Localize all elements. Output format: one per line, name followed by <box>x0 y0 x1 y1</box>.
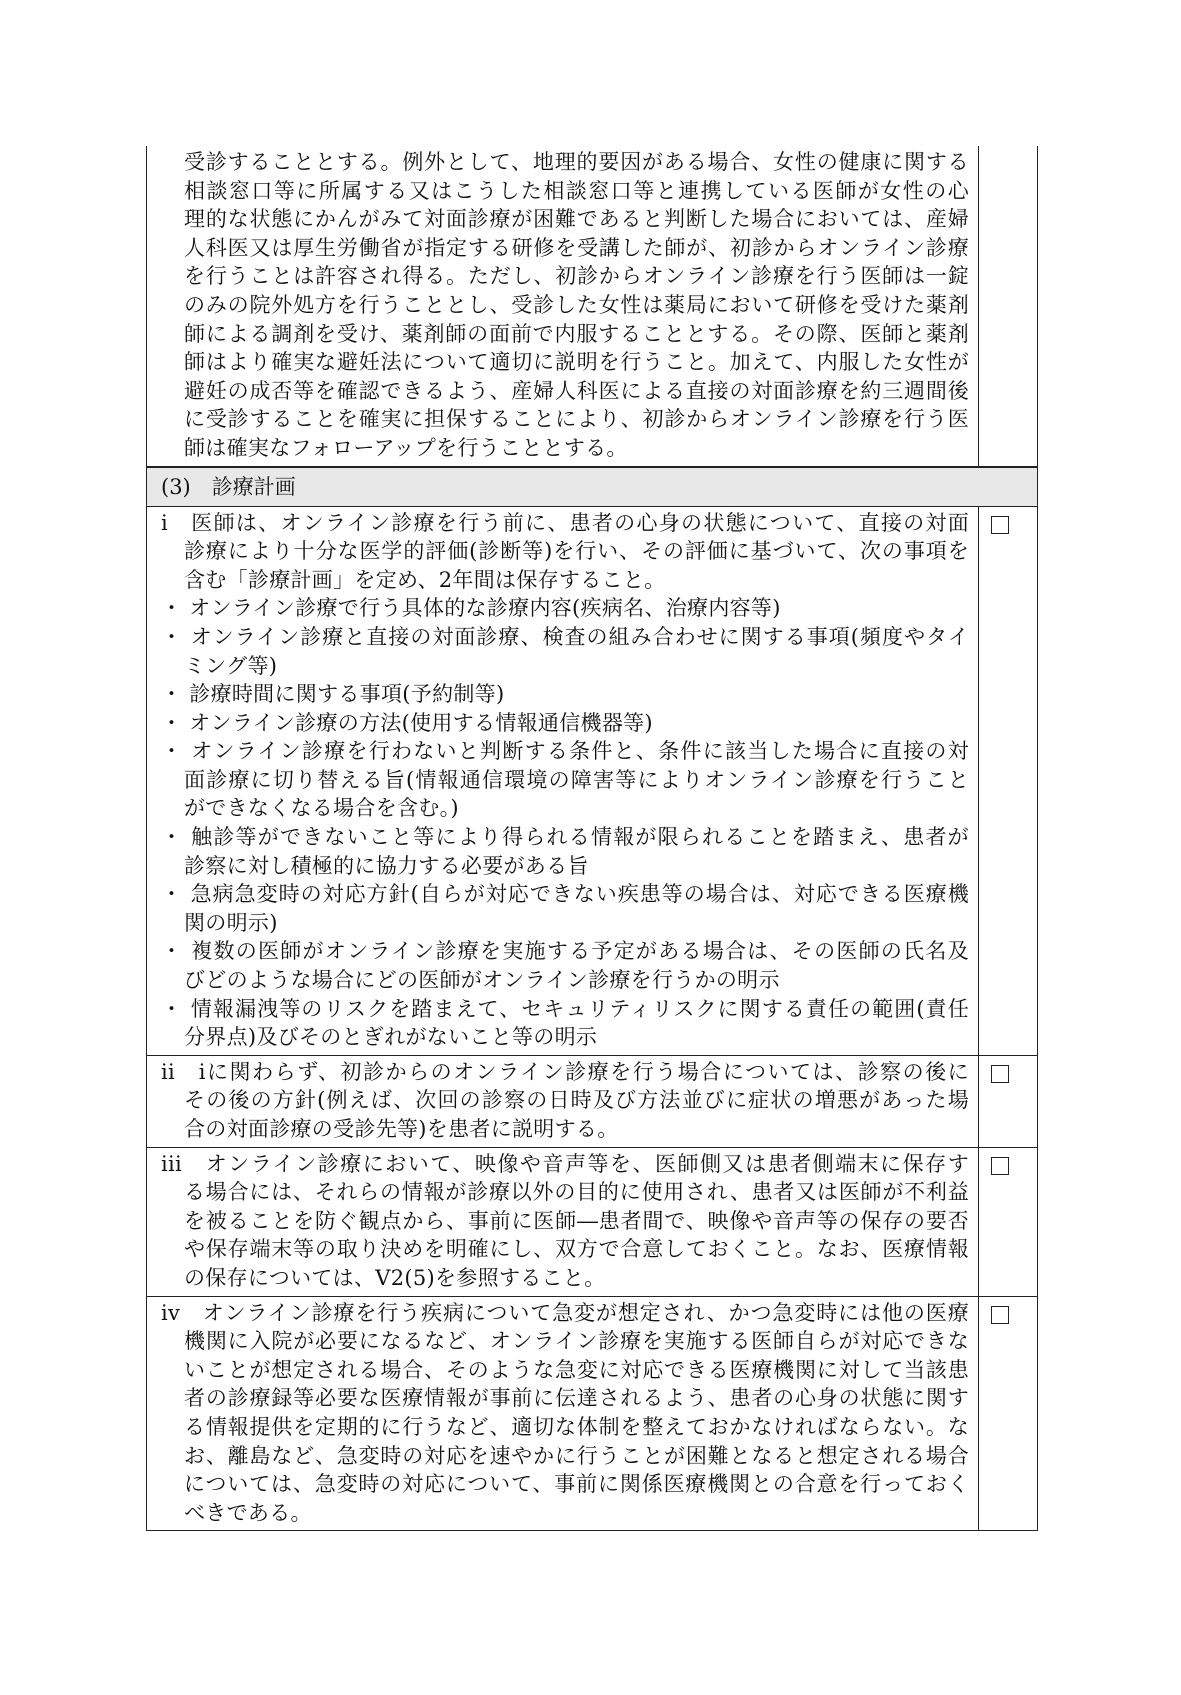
checkbox[interactable] <box>991 1157 1009 1175</box>
text-line: i 医師は、オンライン診療を行う前に、患者の心身の状態について、直接の対面 <box>161 510 969 535</box>
item-text-cell <box>147 1148 979 1296</box>
check-cell <box>979 507 1037 1055</box>
check-cell <box>979 1297 1037 1531</box>
text-line: や保存端末等の取り決めを明確にし、双方で合意しておくこと。なお、医療情報 <box>184 1237 969 1262</box>
text-line: 診療により十分な医学的評価(診断等)を行い、その評価に基づいて、次の事項を <box>184 539 969 564</box>
item-paragraph <box>161 509 969 595</box>
text-line: その後の方針(例えば、次回の診察の日時及び方法並びに症状の増悪があった場 <box>184 1088 969 1113</box>
text-line: ・ オンライン診療の方法(使用する情報通信機器等) <box>161 710 653 735</box>
item-text-cell <box>147 507 979 1055</box>
bullet-item <box>161 880 969 937</box>
text-line: べきである。 <box>184 1500 312 1525</box>
text-line: iv オンライン診療を行う疾病について急変が想定され、かつ急変時には他の医療 <box>161 1300 969 1325</box>
section-header-row <box>146 467 1038 507</box>
text-line: ・ 情報漏洩等のリスクを踏まえて、セキュリティリスクに関する責任の範囲(責任 <box>161 996 969 1021</box>
bullet-item <box>161 995 969 1052</box>
checklist-table <box>146 146 1038 1531</box>
text-line: に受診することを確実に担保することにより、初診からオンライン診療を行う医 <box>184 407 969 432</box>
checkbox[interactable] <box>991 1306 1009 1324</box>
text-line: ができなくなる場合を含む。) <box>184 796 459 821</box>
check-cell <box>979 1056 1037 1147</box>
bullet-item <box>161 623 969 680</box>
text-line: 面診療に切り替える旨(情報通信環境の障害等によりオンライン診療を行うこと <box>184 767 969 792</box>
bullet-item <box>161 709 969 738</box>
text-line: お、離島など、急変時の対応を速やかに行うことが困難となると想定される場合 <box>184 1443 969 1468</box>
bullet-item <box>161 823 969 880</box>
text-line: ・ 触診等ができないこと等により得られる情報が限られることを踏まえ、患者が <box>161 825 969 850</box>
text-line: びどのような場合にどの医師がオンライン診療を行うかの明示 <box>184 968 780 993</box>
text-line: 受診することとする。例外として、地理的要因がある場合、女性の健康に関する <box>184 150 969 174</box>
continued-text-cell <box>147 146 979 466</box>
text-line: ・ オンライン診療を行わないと判断する条件と、条件に該当した場合に直接の対 <box>161 739 969 764</box>
text-line: 含む「診療計画」を定め、2年間は保存すること。 <box>184 567 666 592</box>
table-row <box>146 1056 1038 1148</box>
text-line: ・ 診療時間に関する事項(予約制等) <box>161 682 505 707</box>
text-line: 師はより確実な避妊法について適切に説明を行うこと。加えて、内服した女性が <box>184 350 969 375</box>
bullet-item <box>161 937 969 994</box>
text-line: を被ることを防ぐ観点から、事前に医師―患者間で、映像や音声等の保存の要否 <box>184 1208 969 1233</box>
text-line: ・ 複数の医師がオンライン診療を実施する予定がある場合は、その医師の氏名及 <box>161 939 969 964</box>
text-line: 人科医又は厚生労働省が指定する研修を受講した師が、初診からオンライン診療 <box>184 235 969 260</box>
text-line: 理的な状態にかんがみて対面診療が困難であると判断した場合においては、産婦 <box>184 207 969 232</box>
text-line: については、急変時の対応について、事前に関係医療機関との合意を行っておく <box>184 1472 969 1497</box>
bullet-item <box>161 680 969 709</box>
text-line: いことが想定される場合、そのような急変に対応できる医療機関に対して当該患 <box>184 1357 969 1382</box>
checkbox[interactable] <box>991 516 1009 534</box>
item-paragraph <box>161 1299 969 1528</box>
text-line: ミング等) <box>184 653 278 678</box>
checkbox[interactable] <box>991 1065 1009 1083</box>
check-cell <box>979 146 1037 466</box>
text-line: iii オンライン診療において、映像や音声等を、医師側又は患者側端末に保存す <box>161 1151 969 1176</box>
table-row <box>146 507 1038 1056</box>
text-line: の保存については、V2(5)を参照すること。 <box>184 1265 606 1290</box>
bullet-item <box>161 737 969 823</box>
table-row <box>146 1148 1038 1297</box>
text-line: を行うことは許容され得る。ただし、初診からオンライン診療を行う医師は一錠 <box>184 264 969 289</box>
text-line: 診察に対し積極的に協力する必要がある旨 <box>184 853 589 878</box>
text-line: 者の診療録等必要な医療情報が事前に伝達されるよう、患者の心身の状態に関す <box>184 1386 969 1411</box>
table-row-continued <box>146 146 1038 467</box>
text-line: ・ 急病急変時の対応方針(自らが対応できない疾患等の場合は、対応できる医療機 <box>161 882 969 907</box>
text-line: る情報提供を定期的に行うなど、適切な体制を整えておかなければならない。な <box>184 1414 969 1439</box>
item-text-cell <box>147 1297 979 1531</box>
bullet-item <box>161 594 969 623</box>
text-line: 機関に入院が必要になるなど、オンライン診療を実施する医師自らが対応できな <box>184 1329 969 1354</box>
text-line: 師による調剤を受け、薬剤師の面前で内服することとする。その際、医師と薬剤 <box>184 321 969 346</box>
text-line: る場合には、それらの情報が診療以外の目的に使用され、患者又は医師が不利益 <box>184 1180 969 1205</box>
table-row <box>146 1297 1038 1532</box>
text-line: 分界点)及びそのとぎれがないこと等の明示 <box>184 1025 598 1050</box>
item-paragraph <box>161 1150 969 1293</box>
text-line: 合の対面診療の受診先等)を患者に説明する。 <box>184 1117 619 1141</box>
section-title: (3) 診療計画 <box>161 474 296 499</box>
text-line: 師は確実なフォローアップを行うこととする。 <box>184 435 628 460</box>
text-line: ii iに関わらず、初診からのオンライン診療を行う場合については、診察の後に <box>161 1059 969 1084</box>
text-line: 相談窓口等に所属する又はこうした相談窓口等と連携している医師が女性の心 <box>184 178 969 203</box>
text-line: 避妊の成否等を確認できるよう、産婦人科医による直接の対面診療を約三週間後 <box>184 378 969 403</box>
item-paragraph <box>161 1058 969 1144</box>
text-line: のみの院外処方を行うこととし、受診した女性は薬局において研修を受けた薬剤 <box>184 292 969 317</box>
text-line: ・ オンライン診療で行う具体的な診療内容(疾病名、治療内容等) <box>161 596 781 621</box>
check-cell <box>979 1148 1037 1296</box>
text-line: ・ オンライン診療と直接の対面診療、検査の組み合わせに関する事項(頻度やタイ <box>161 624 969 649</box>
text-line: 関の明示) <box>184 910 278 935</box>
item-text-cell <box>147 1056 979 1147</box>
